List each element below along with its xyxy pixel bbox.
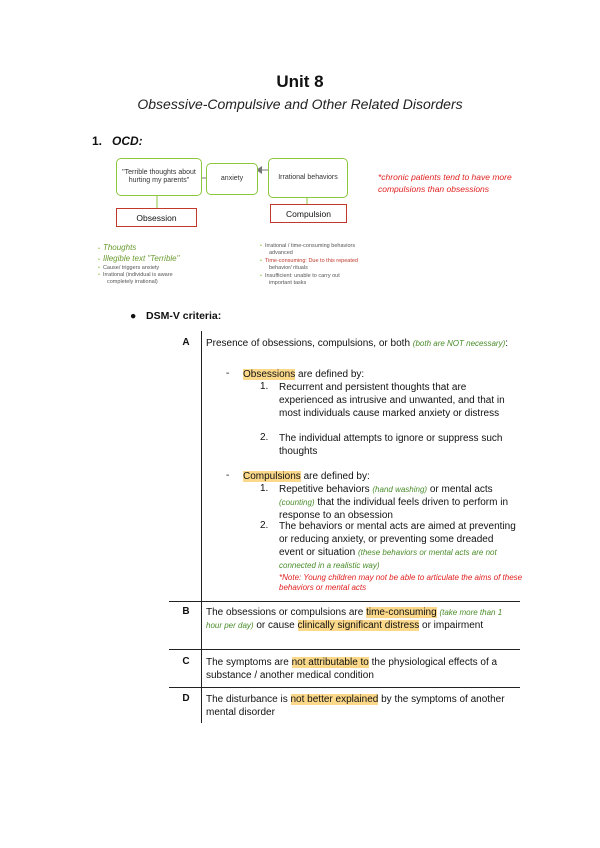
section-label: OCD: [112,134,143,148]
chronic-note-line: compulsions than obsessions [378,184,490,195]
criteria-divider [201,331,202,723]
compulsions-dash: - [226,470,230,481]
criterion-letter-b: B [182,606,190,617]
page-subtitle: Obsessive-Compulsive and Other Related Disorders [137,96,463,112]
obsessions-heading: Obsessions are defined by: [243,369,365,380]
bullet-icon: ● [130,310,137,322]
compulsion-notes [260,243,358,288]
row-divider [169,687,520,688]
compulsions-heading: Compulsions are defined by: [243,471,370,482]
obsession-notes [98,243,179,287]
criterion-letter-a: A [182,337,190,348]
comp-item-number: 1. [260,483,269,494]
compulsion-label: Compulsion [270,204,347,223]
obs-item-number: 1. [260,381,269,392]
obs-item-2: The individual attempts to ignore or suppress such thoughts [279,433,503,457]
criterion-d-text: The disturbance is not better explained by the symptoms of another mental disorder [206,694,505,718]
chronic-note [378,171,538,196]
criterion-a-intro: Presence of obsessions, compulsions, or both (both are NOT necessary): [206,338,509,349]
row-divider [169,601,520,602]
criterion-letter-d: D [182,693,190,704]
comp-item-number: 2. [260,520,269,531]
criterion-b-text: The obsessions or compulsions are time-consuming (take more than 1 hour per day) or cause clinically significant distress or impairment [206,607,503,631]
obsession-note: • Thoughts [98,243,137,252]
comp-item-2: The behaviors or mental acts are aimed at preventing or reducing anxiety, or preventing some dreaded event or situation (these behaviors or mental acts are not connected in a realistic way) [279,521,516,570]
compulsion-note: advanced [269,250,293,257]
compulsion-note: important tasks [269,280,307,287]
obsession-label: Obsession [116,208,197,227]
row-divider [169,649,520,650]
chronic-note-line: *chronic patients tend to have more [378,172,512,182]
compulsion-note: behavior/ rituals [269,265,308,272]
page-title: Unit 8 [276,72,324,91]
obsession-note: • Cause/ triggers anxiety [98,264,160,271]
anxiety-box: anxiety [206,163,258,195]
obsessions-dash: - [226,368,230,379]
section-number: 1. [92,134,103,148]
compulsion-note: • Irrational / time-consuming behaviors [260,243,356,249]
obsession-note: completely irrational) [107,279,158,286]
obs-item-1: Recurrent and persistent thoughts that are experienced as intrusive and unwanted, and that in most individuals cause marked anxiety or distress [279,382,505,419]
children-note: *Note: Young children may not be able to articulate the aims of these behaviors or mental acts [279,573,523,593]
section-heading [92,134,143,148]
thought-box: "Terrible thoughts about hurting my parents" [116,158,202,196]
obsession-note: • Irrational (individual is aware [98,272,173,279]
obs-item-number: 2. [260,432,269,443]
compulsion-note: • Insufficient: unable to carry out [260,272,340,279]
dsm-heading-text: DSM-V criteria: [146,310,222,322]
compulsion-note: • Time-consuming: Due to this repeated [260,257,358,264]
criterion-c-text: The symptoms are not attributable to the physiological effects of a substance / another medical condition [206,657,498,681]
comp-item-1: Repetitive behaviors (hand washing) or mental acts (counting) that the individual feels driven to perform in response to an obsession [279,484,509,521]
obsession-note: • Illegible text "Terrible" [98,253,180,263]
criterion-letter-c: C [182,656,190,667]
behaviors-box: Irrational behaviors [268,158,348,198]
dsm-heading [130,310,221,322]
